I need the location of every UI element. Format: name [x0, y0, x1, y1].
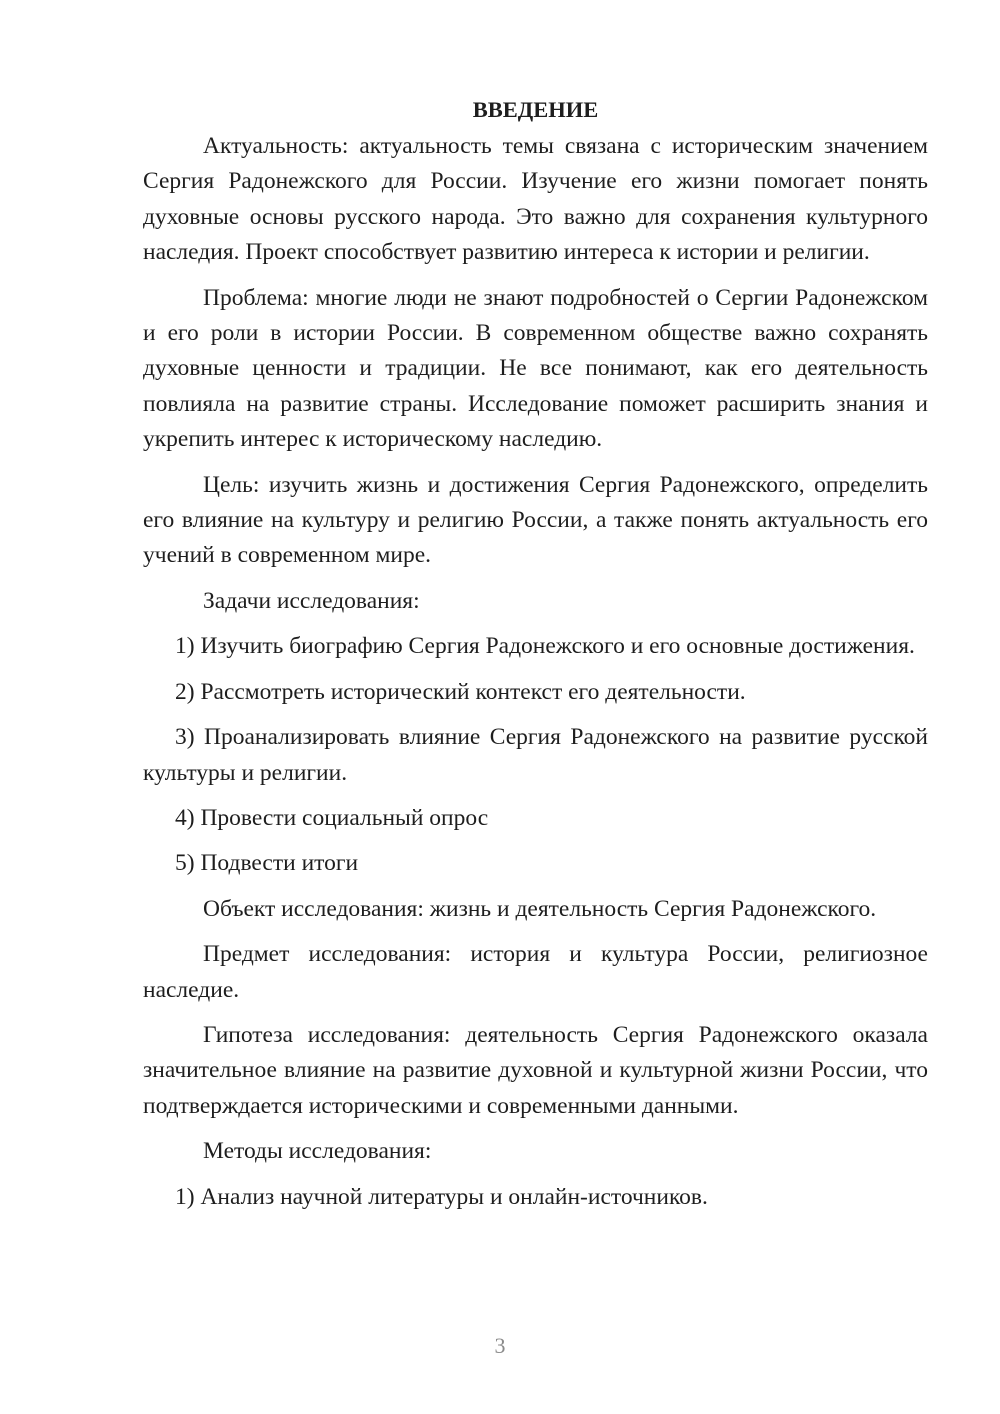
- task-item: 3) Проанализировать влияние Сергия Радонежского на развитие русской культуры и религии.: [143, 724, 928, 786]
- paragraph-problem: Проблема: многие люди не знают подробностей о Сергии Радонежском и его роли в истории России. В современном обществе важно сохранять духовные ценности и традиции. Не все понимают, как его деятельность повлияла на развитие страны. Исследование поможет расширить знания и укрепить интерес к историческому наследию.: [143, 284, 928, 453]
- paragraph-goal: Цель: изучить жизнь и достижения Сергия Радонежского, определить его влияние на культуру и религию России, а также понять актуальность его учений в современном мире.: [143, 471, 928, 569]
- section-title: ВВЕДЕНИЕ: [472, 97, 599, 122]
- document-page: [143, 92, 928, 1225]
- page-number: 3: [494, 1333, 506, 1358]
- paragraph-object: Объект исследования: жизнь и деятельность Сергия Радонежского.: [203, 895, 877, 922]
- methods-heading: Методы исследования:: [203, 1138, 432, 1165]
- task-item: 5) Подвести итоги: [175, 850, 359, 877]
- method-item: 1) Анализ научной литературы и онлайн-источников.: [175, 1183, 708, 1210]
- paragraph-relevance: Актуальность: актуальность темы связана с историческим значением Сергия Радонежского для России. Изучение его жизни помогает понять духовные основы русского народа. Это важно для сохранения культурного наследия. Проект способствует развитию интереса к истории и религии.: [143, 133, 928, 266]
- paragraph-hypothesis: Гипотеза исследования: деятельность Сергия Радонежского оказала значительное влияние на развитие духовной и культурной жизни России, что подтверждается историческими и современными данными.: [143, 1021, 928, 1119]
- tasks-heading: Задачи исследования:: [203, 587, 420, 614]
- task-item: 2) Рассмотреть исторический контекст его деятельности.: [175, 678, 746, 705]
- task-item: 1) Изучить биографию Сергия Радонежского и его основные достижения.: [175, 633, 915, 660]
- paragraph-subject: Предмет исследования: история и культура России, религиозное наследие.: [143, 941, 928, 1003]
- task-item: 4) Провести социальный опрос: [175, 804, 489, 831]
